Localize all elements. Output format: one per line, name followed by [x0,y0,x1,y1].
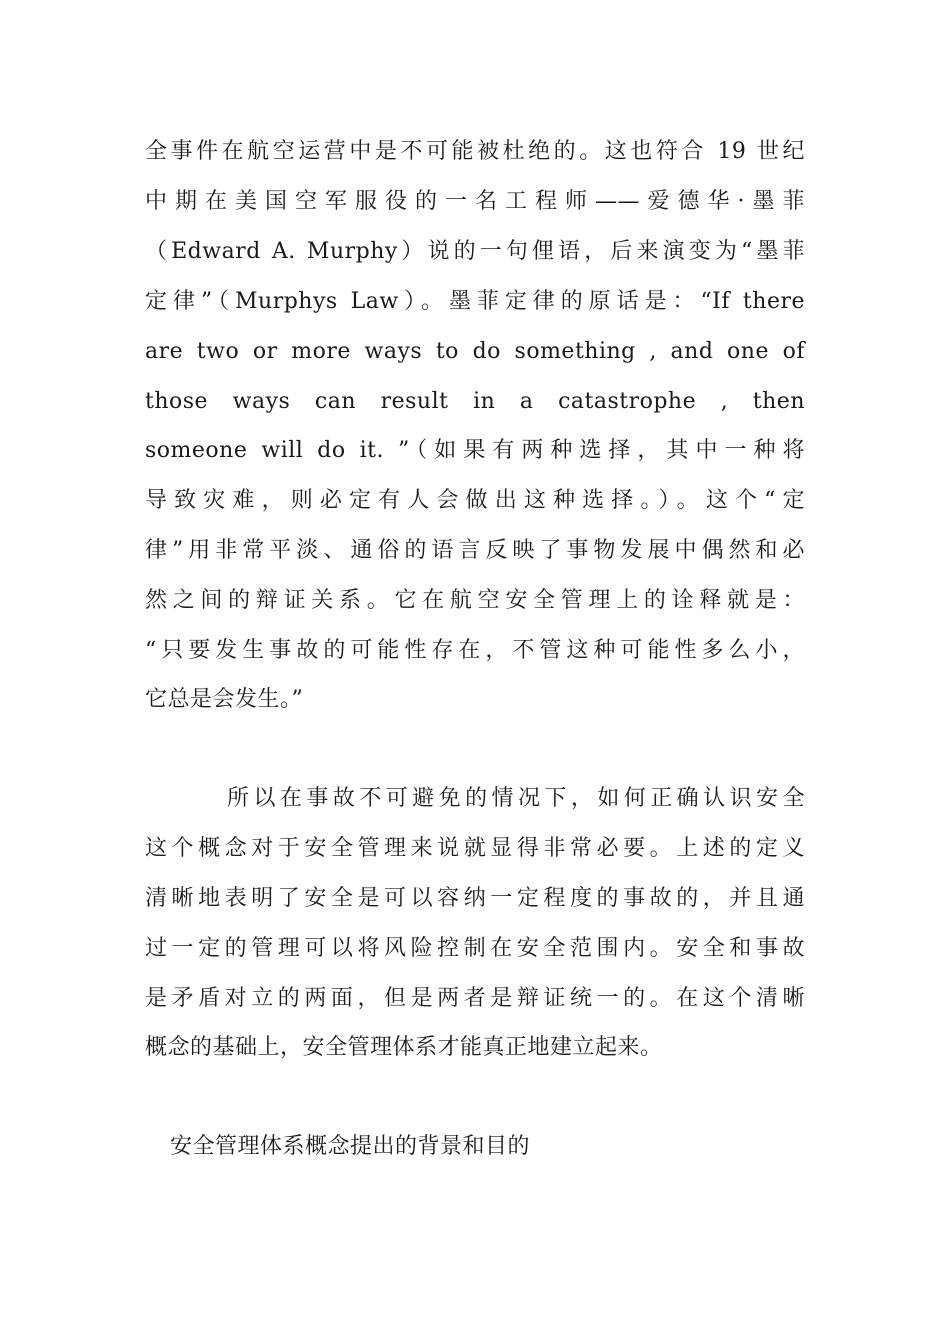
text-line: 清晰地表明了安全是可以容纳一定程度的事故的，并且通 [145,886,805,911]
text-line: 是矛盾对立的两面，但是两者是辩证统一的。在这个清晰 [145,986,805,1011]
text-line: 这个概念对于安全管理来说就显得非常必要。上述的定义 [145,836,805,861]
text-line: 律”用非常平淡、通俗的语言反映了事物发展中偶然和必 [145,538,805,563]
text-line: are two or more ways to do something , and one of [145,339,805,364]
section-heading: 安全管理体系概念提出的背景和目的 [170,1134,531,1159]
text-line: 中期在美国空军服役的一名工程师——爱德华·墨菲 [145,189,805,214]
text-line: 全事件在航空运营中是不可能被杜绝的。这也符合 19 世纪 [145,139,805,164]
text-line: 它总是会发生。” [145,687,304,712]
text-line: 过一定的管理可以将风险控制在安全范围内。安全和事故 [145,936,805,961]
text-line: those ways can result in a catastrophe , then [145,389,805,414]
text-line: 定律”（Murphys Law）。墨菲定律的原话是：“If there [145,289,805,314]
text-line: 所以在事故不可避免的情况下，如何正确认识安全 [227,786,805,811]
text-line: 然之间的辩证关系。它在航空安全管理上的诠释就是： [145,588,805,613]
text-line: someone will do it. ”（如果有两种选择，其中一种将 [145,438,805,463]
text-line: “只要发生事故的可能性存在，不管这种可能性多么小， [145,638,805,663]
text-line: （Edward A. Murphy）说的一句俚语，后来演变为“墨菲 [145,239,805,264]
text-line: 概念的基础上，安全管理体系才能真正地建立起来。 [145,1035,663,1060]
text-line: 导致灾难，则必定有人会做出这种选择。）。这个“定 [145,488,805,513]
